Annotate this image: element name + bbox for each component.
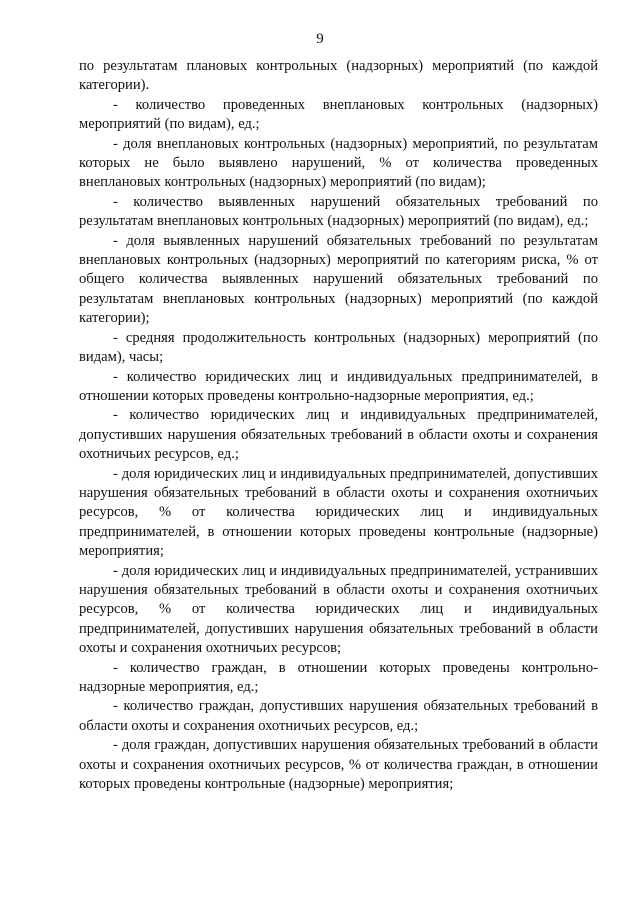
document-body <box>79 57 598 794</box>
paragraph: - доля выявленных нарушений обязательных требований по результатам внеплановых контрольных (надзорных) мероприятий по категориям риска, % от общего количества выявленных нарушений обязательных требований по результатам внеплановых контрольных (надзорных) мероприятий (по каждой категории); <box>79 232 598 327</box>
paragraph: - доля внеплановых контрольных (надзорных) мероприятий, по результатам которых не было выявлено нарушений, % от количества проведенных внеплановых контрольных (надзорных) мероприятий (по видам); <box>79 135 598 191</box>
paragraph: по результатам плановых контрольных (надзорных) мероприятий (по каждой категории). <box>79 58 598 94</box>
paragraph: - доля юридических лиц и индивидуальных предпринимателей, допустивших нарушения обязательных требований в области охоты и сохранения охотничьих ресурсов, % от количества юридических лиц и индивидуальных предпринимателей, в отношении которых проведены контрольные (надзорные) мероприятия; <box>79 465 598 560</box>
paragraph: - количество выявленных нарушений обязательных требований по результатам внеплановых контрольных (надзорных) мероприятий (по видам), ед.; <box>79 193 598 230</box>
paragraph: - доля граждан, допустивших нарушения обязательных требований в области охоты и сохранения охотничьих ресурсов, % от количества граждан, в отношении которых проведены контрольные (надзорные) мероприятия; <box>79 737 598 793</box>
paragraph: - количество юридических лиц и индивидуальных предпринимателей, в отношении которых проведены контрольно-надзорные мероприятия, ед.; <box>79 368 598 404</box>
paragraph: - средняя продолжительность контрольных (надзорных) мероприятий (по видам), часы; <box>79 329 598 366</box>
page-number: 9 <box>316 31 324 47</box>
paragraph: - доля юридических лиц и индивидуальных предпринимателей, устранивших нарушения обязательных требований в области охоты и сохранения охотничьих ресурсов, % от количества юридических лиц и индивидуальных предпринимателей, допустивших нарушения обязательных требований в области охоты и сохранения охотничьих ресурсов; <box>79 562 598 657</box>
paragraph: - количество граждан, в отношении которых проведены контрольно-надзорные мероприятия, ед.; <box>79 659 598 695</box>
paragraph: - количество проведенных внеплановых контрольных (надзорных) мероприятий (по видам), ед.; <box>79 96 598 133</box>
paragraph: - количество граждан, допустивших нарушения обязательных требований в области охоты и сохранения охотничьих ресурсов, ед.; <box>79 698 598 734</box>
paragraph: - количество юридических лиц и индивидуальных предпринимателей, допустивших нарушения обязательных требований в области охоты и сохранения охотничьих ресурсов, ед.; <box>79 407 598 463</box>
